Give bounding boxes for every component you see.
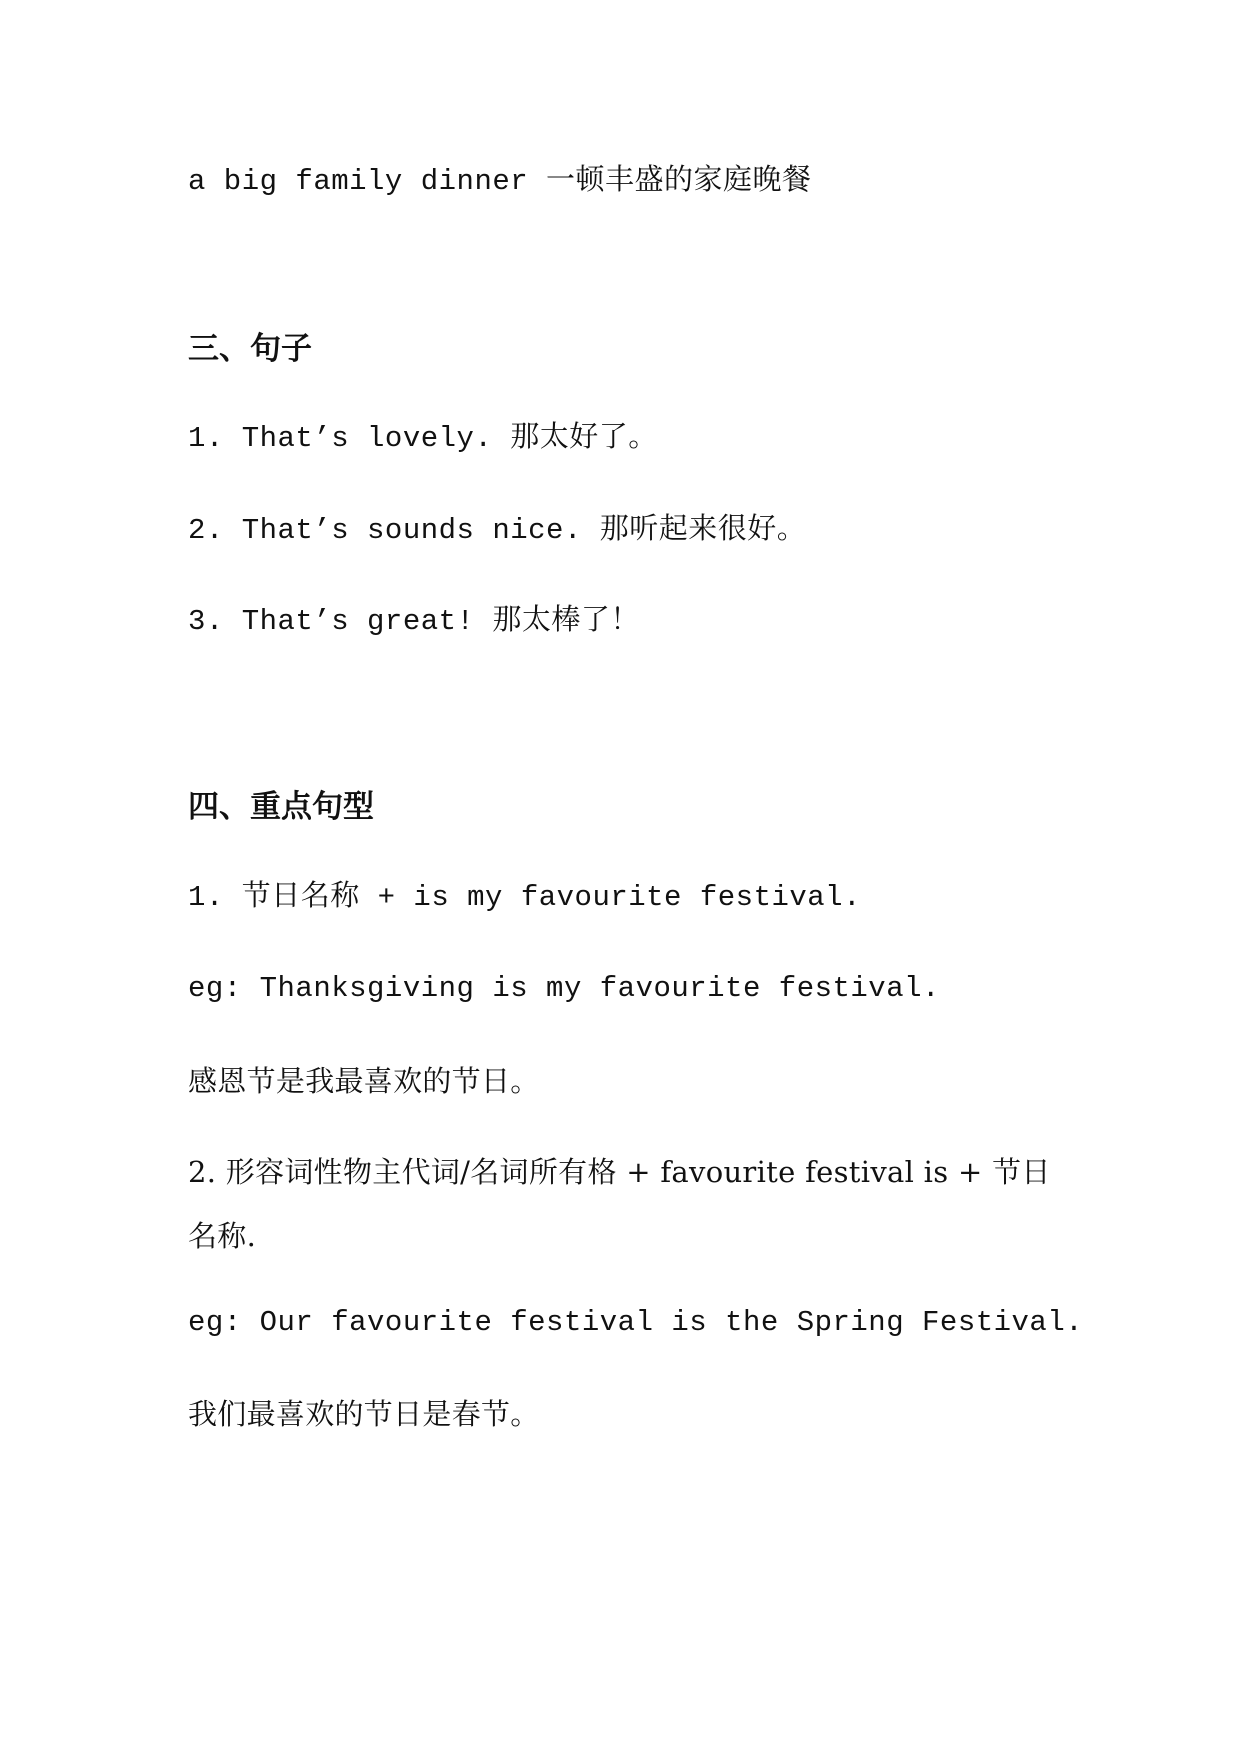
example-1-chinese: 感恩节是我最喜欢的节日。 bbox=[188, 1064, 540, 1098]
section-heading-key-patterns: 四、重点句型 bbox=[188, 789, 374, 825]
phrase-line: a big family dinner 一顿丰盛的家庭晚餐 bbox=[188, 165, 812, 198]
example-1-english: eg: Thanksgiving is my favourite festival. bbox=[188, 972, 940, 1005]
example-2-chinese: 我们最喜欢的节日是春节。 bbox=[188, 1397, 540, 1431]
pattern-2: 2. 形容词性物主代词/名词所有格 + favourite festival is + 节日名称. bbox=[188, 1155, 1051, 1253]
sentence-item-2: 2. That’s sounds nice. 那听起来很好。 bbox=[188, 514, 807, 547]
sentence-item-3: 3. That’s great! 那太棒了！ bbox=[188, 605, 640, 638]
sentence-item-1: 1. That’s lovely. 那太好了。 bbox=[188, 422, 658, 455]
example-2-english: eg: Our favourite festival is the Spring Festival. bbox=[188, 1306, 1084, 1339]
pattern-1: 1. 节日名称 + is my favourite festival. bbox=[188, 881, 861, 914]
section-heading-sentences: 三、句子 bbox=[188, 331, 312, 367]
